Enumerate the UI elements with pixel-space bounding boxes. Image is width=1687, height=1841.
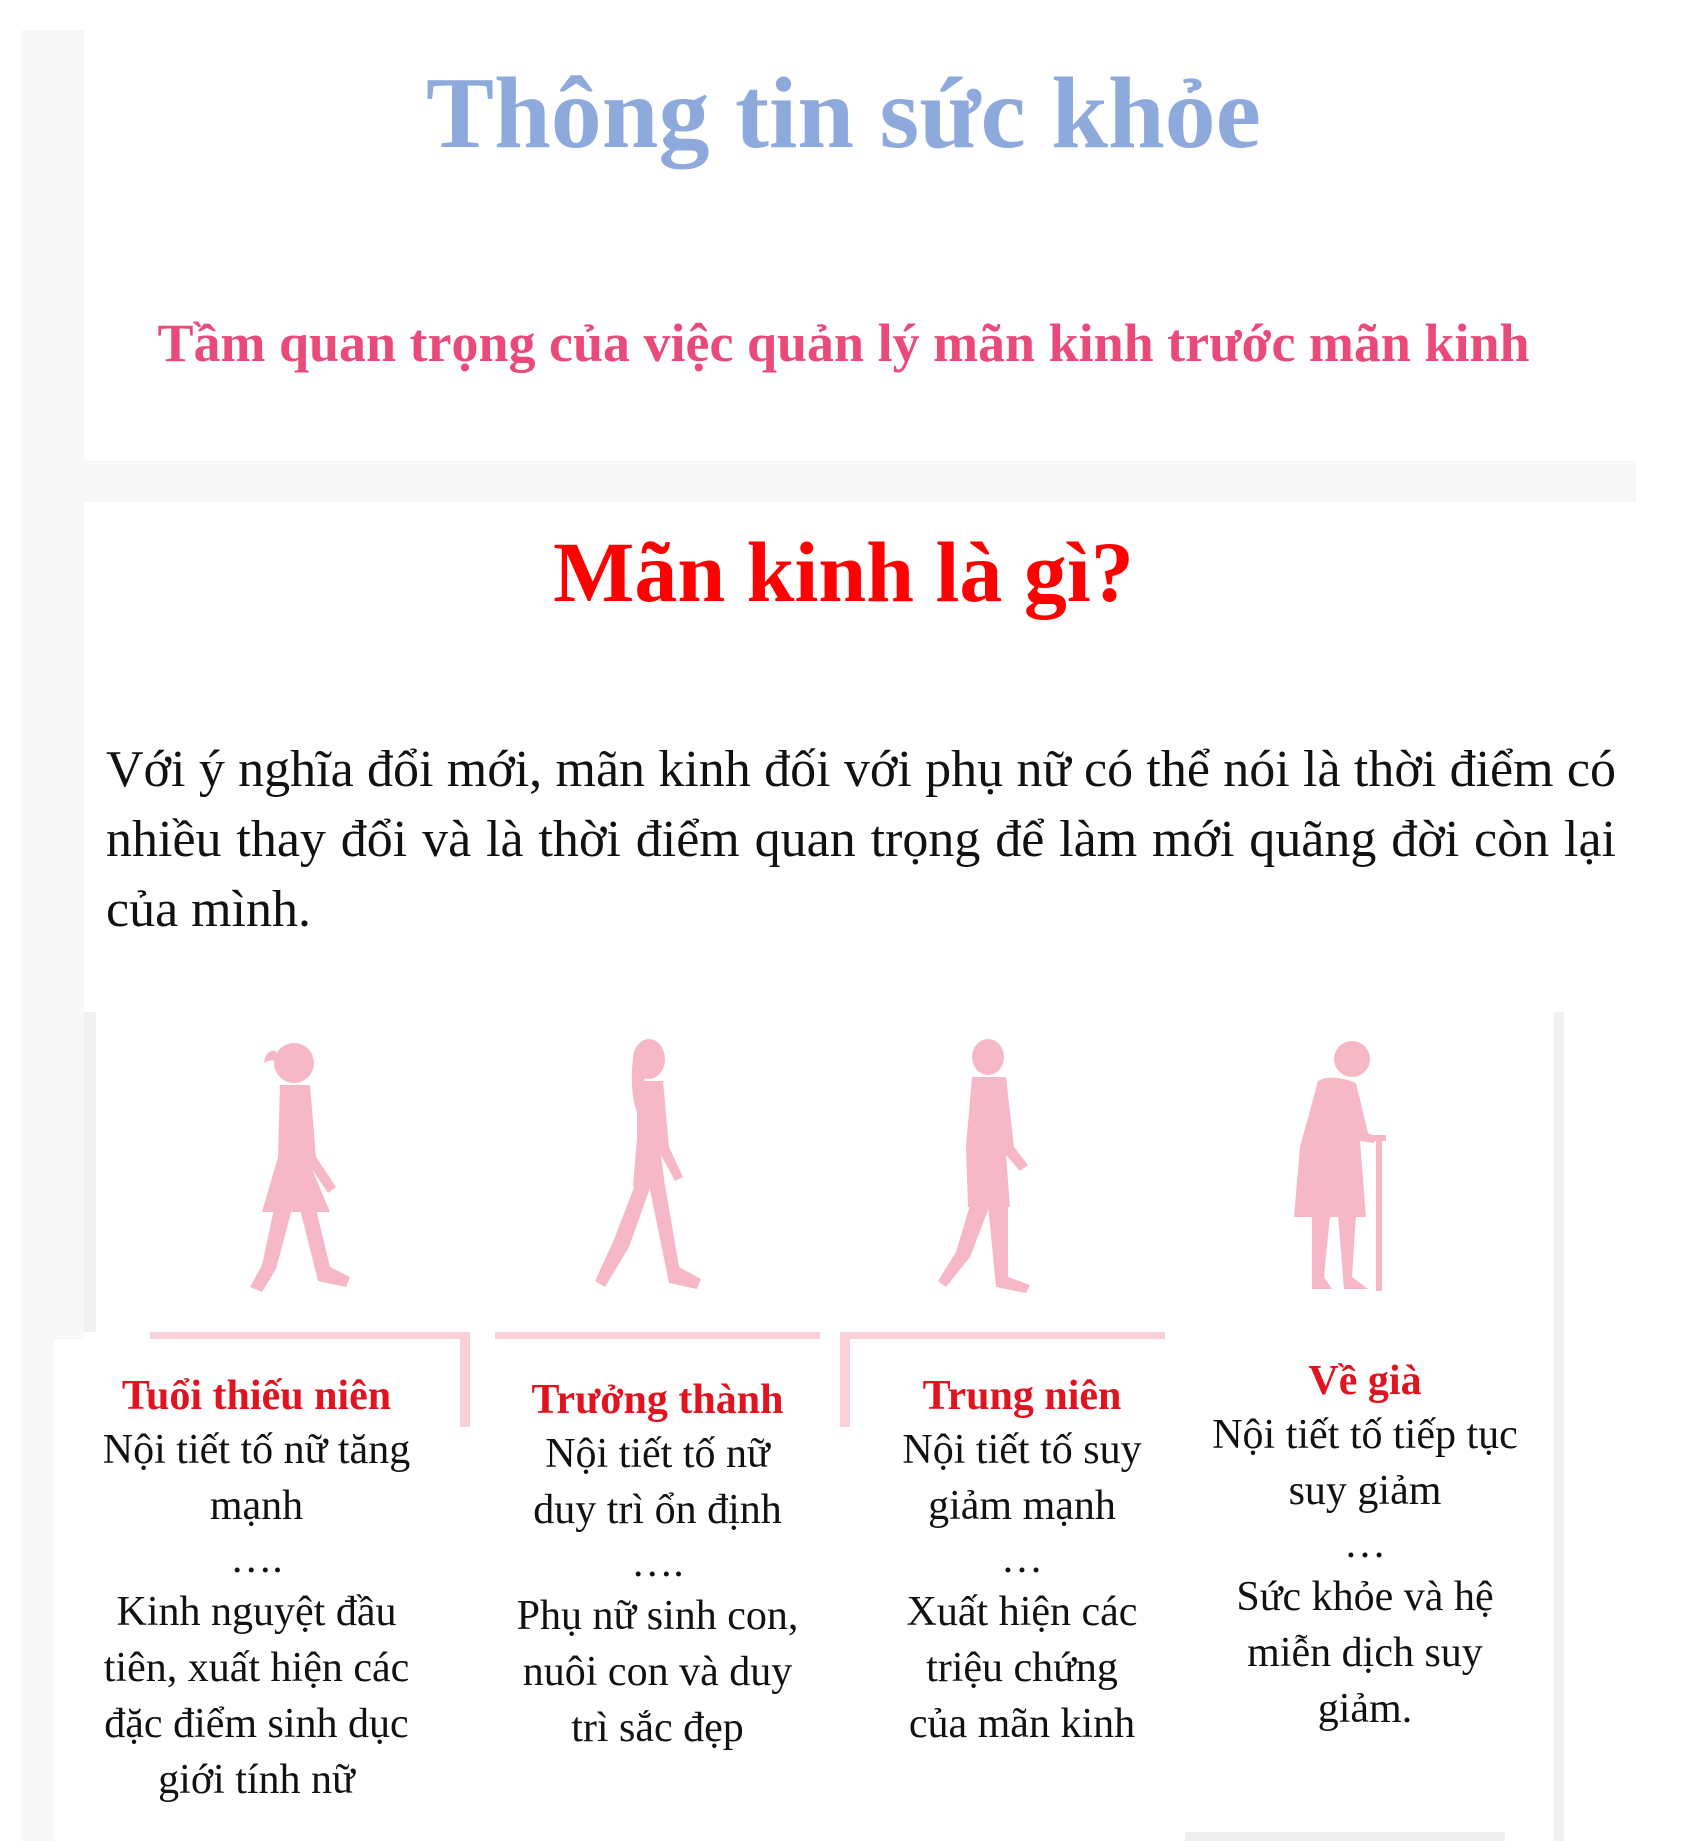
- bottom-divider: [1185, 1832, 1505, 1841]
- girl-walking-icon: [232, 1037, 362, 1297]
- detail-text: miễn dịch suy: [1247, 1630, 1483, 1676]
- hormone-text: Nội tiết tố tiếp tục: [1212, 1412, 1518, 1458]
- hormone-text: duy trì ổn định: [533, 1487, 782, 1533]
- intro-paragraph: Với ý nghĩa đổi mới, mãn kinh đối với phụ nữ có thể nói là thời điểm có nhiều thay đổi và là thời điểm quan trọng để làm mới quãng đời còn lại của mình.: [106, 741, 1616, 938]
- stage-card-adult: [475, 1352, 840, 1841]
- hormone-text: Nội tiết tố nữ: [545, 1431, 770, 1477]
- section-divider: [84, 460, 1636, 502]
- detail-text: đặc điểm sinh dục: [104, 1701, 409, 1747]
- section-heading: Mãn kinh là gì?: [553, 524, 1134, 620]
- detail-text: Sức khỏe và hệ: [1236, 1574, 1494, 1620]
- middle-aged-woman-icon: [930, 1037, 1050, 1297]
- stage-divider-line: [495, 1332, 820, 1339]
- detail-text: tiên, xuất hiện các: [103, 1645, 410, 1691]
- stage-divider-tick: [460, 1332, 470, 1427]
- stage-title: Trưởng thành: [531, 1377, 784, 1423]
- stage-card-teen: [54, 1340, 459, 1841]
- hormone-text: Nội tiết tố nữ tăng: [102, 1427, 411, 1473]
- left-border: [84, 1012, 96, 1332]
- hormone-text: Nội tiết tố suy: [902, 1427, 1142, 1473]
- stage-divider-tick: [840, 1332, 850, 1427]
- detail-text: Kinh nguyệt đầu: [116, 1589, 397, 1635]
- woman-walking-icon: [583, 1037, 723, 1297]
- article-subtitle: Tầm quan trọng của việc quản lý mãn kinh trước mãn kinh: [157, 313, 1530, 373]
- ellipsis: …: [1344, 1521, 1386, 1567]
- stage-title: Về già: [1308, 1358, 1422, 1404]
- stage-title: Tuổi thiếu niên: [121, 1373, 392, 1419]
- stage-divider-line: [840, 1332, 1165, 1339]
- detail-text: Phụ nữ sinh con,: [516, 1593, 799, 1639]
- detail-text: trì sắc đẹp: [571, 1705, 744, 1751]
- detail-text: giới tính nữ: [158, 1757, 355, 1803]
- detail-text: nuôi con và duy: [522, 1649, 793, 1695]
- hormone-text: mạnh: [209, 1483, 304, 1529]
- elderly-woman-cane-icon: [1282, 1037, 1402, 1297]
- detail-text: giảm.: [1317, 1686, 1413, 1732]
- stage-card-old-age: [1180, 1345, 1550, 1825]
- stage-title: Trung niên: [922, 1373, 1122, 1419]
- stage-divider-line: [150, 1332, 470, 1339]
- detail-text: Xuất hiện các: [906, 1589, 1138, 1635]
- stage-card-middle-age: [872, 1352, 1172, 1841]
- ellipsis: …: [1001, 1536, 1043, 1582]
- right-border: [1554, 1012, 1564, 1841]
- detail-text: triệu chứng: [926, 1645, 1118, 1691]
- site-title: Thông tin sức khỏe: [426, 57, 1261, 170]
- detail-text: của mãn kinh: [908, 1701, 1136, 1747]
- ellipsis: ….: [230, 1536, 283, 1582]
- hormone-text: suy giảm: [1288, 1468, 1442, 1514]
- ellipsis: ….: [631, 1540, 684, 1586]
- hormone-text: giảm mạnh: [928, 1483, 1116, 1529]
